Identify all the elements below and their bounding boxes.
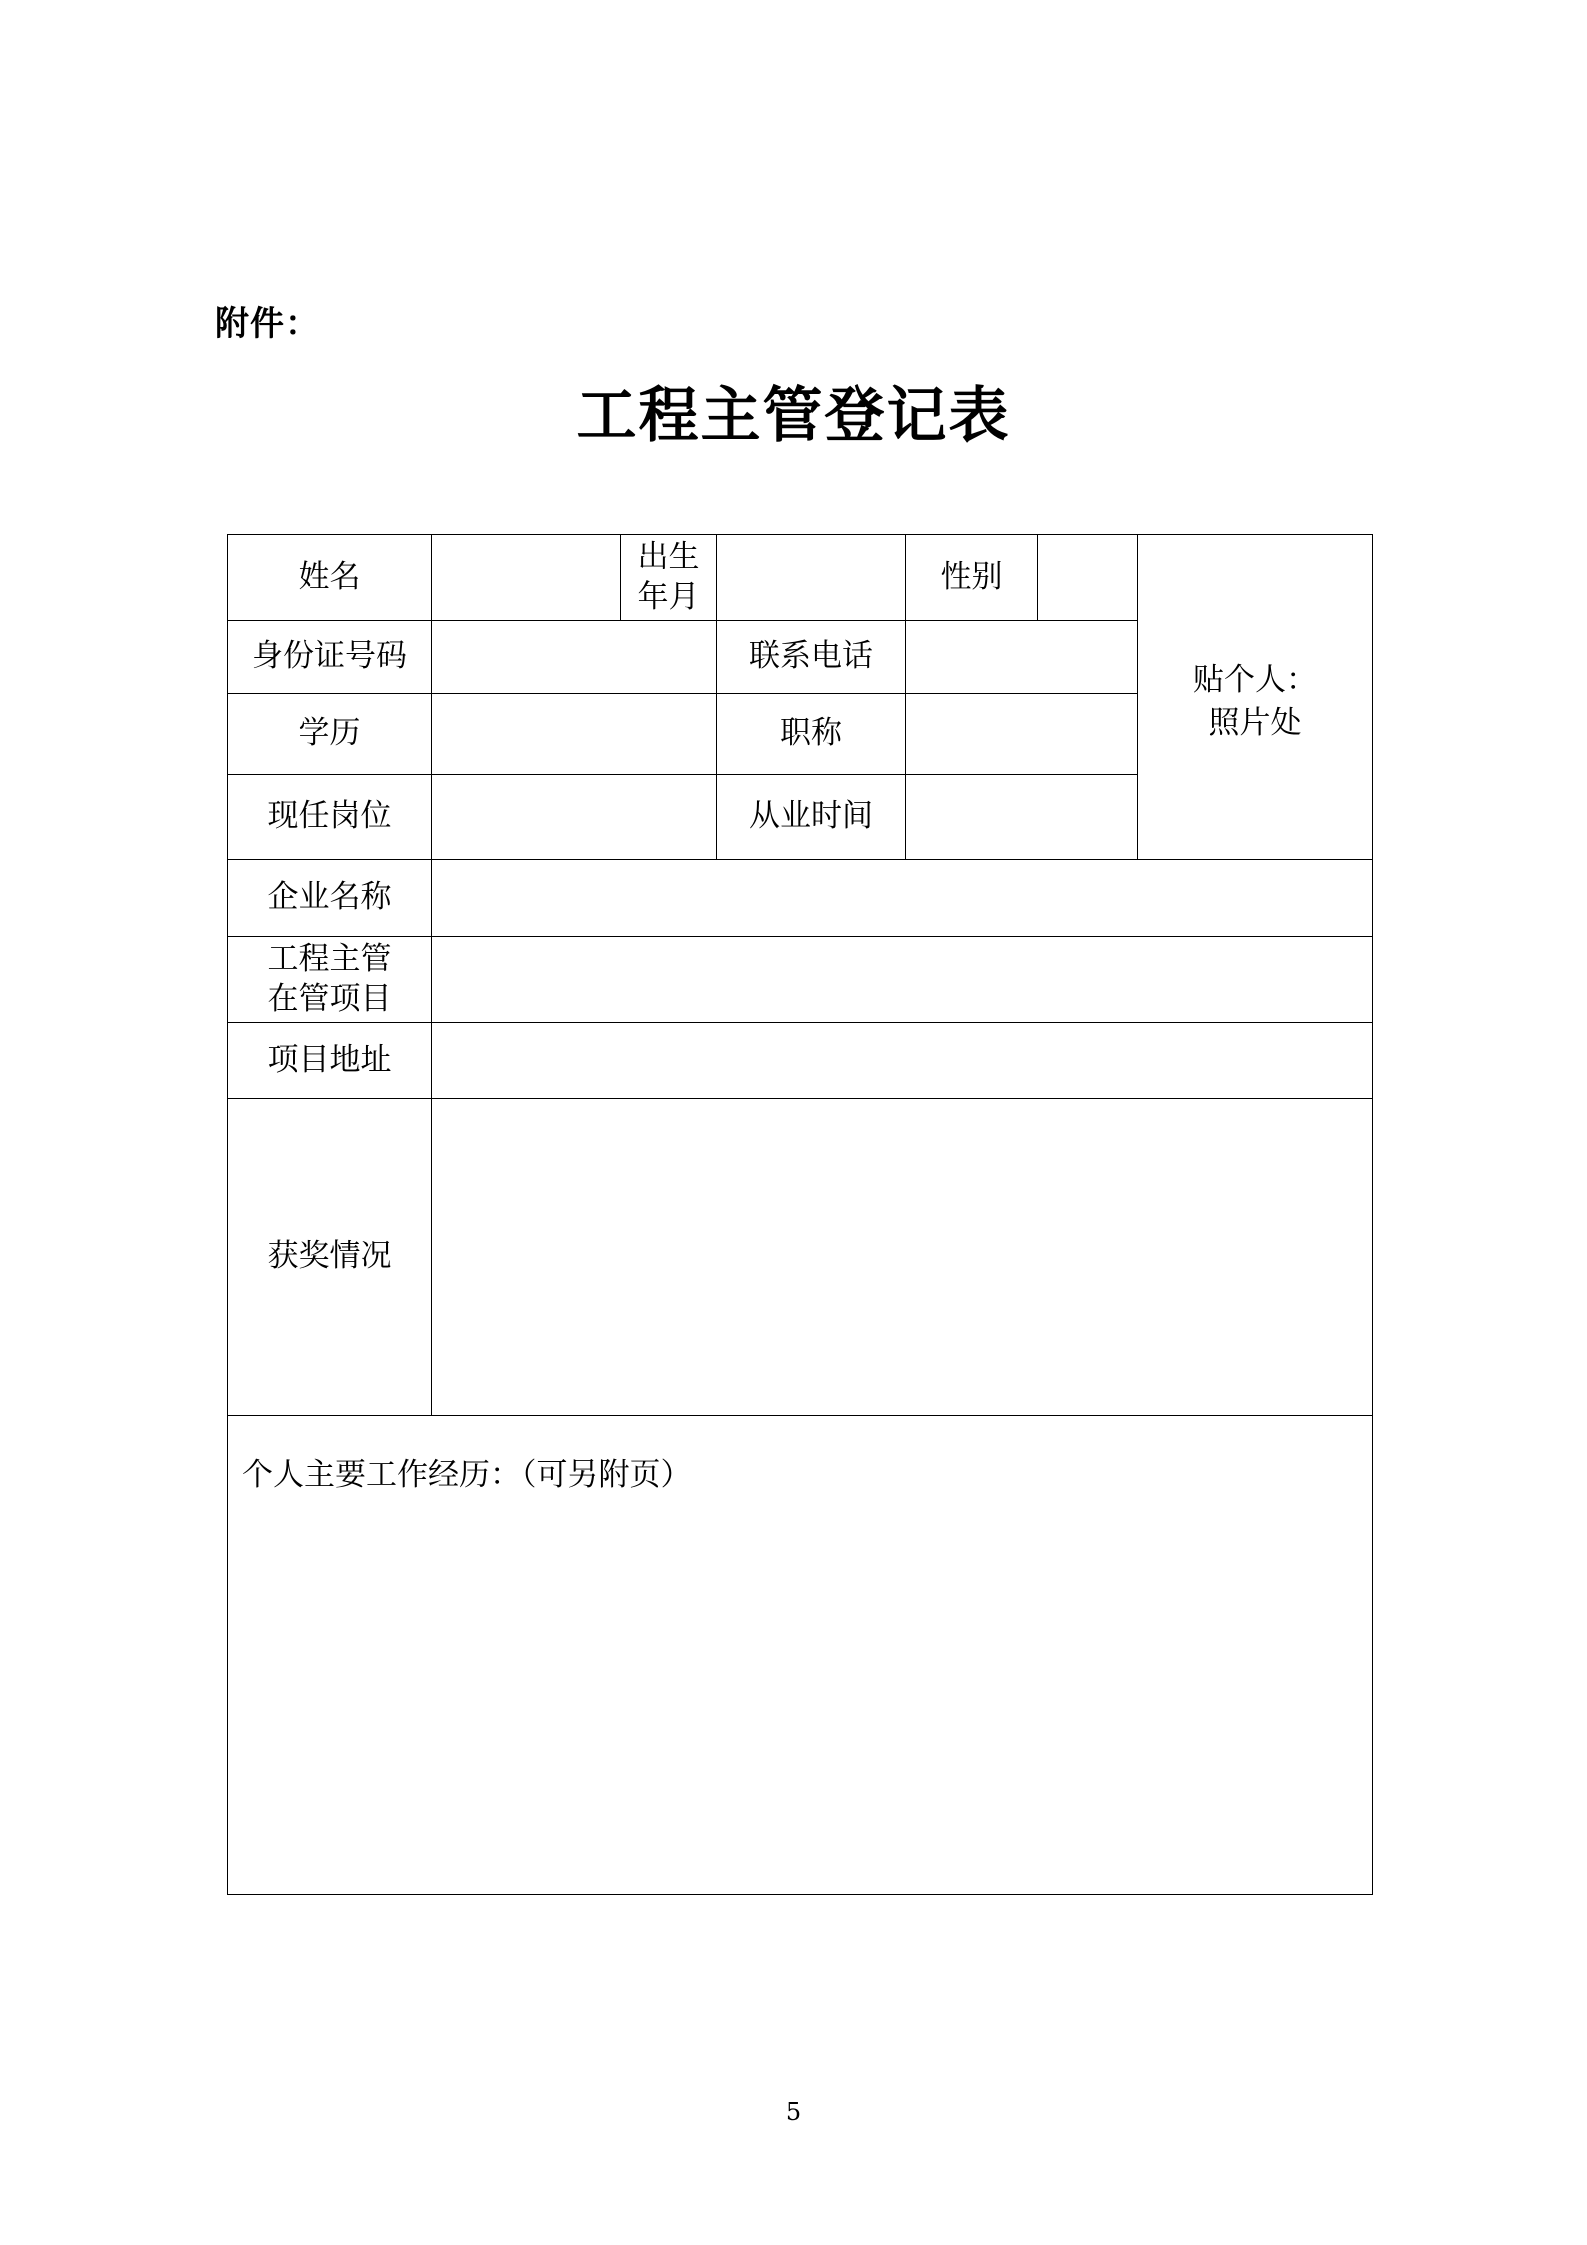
company-name-field[interactable] bbox=[432, 860, 1373, 937]
project-address-label: 项目地址 bbox=[228, 1023, 432, 1099]
photo-placeholder-line2: 照片处 bbox=[1208, 705, 1302, 741]
phone-field[interactable] bbox=[906, 621, 1138, 694]
gender-label: 性别 bbox=[906, 535, 1038, 621]
gender-field[interactable] bbox=[1038, 535, 1138, 621]
name-label: 姓名 bbox=[228, 535, 432, 621]
annex-label: 附件： bbox=[215, 304, 320, 344]
company-name-label: 企业名称 bbox=[228, 860, 432, 937]
id-number-label: 身份证号码 bbox=[228, 621, 432, 694]
work-experience-label: 个人主要工作经历：（可另附页） bbox=[242, 1457, 692, 1493]
birth-date-label-line1: 出生 bbox=[637, 538, 700, 575]
education-label: 学历 bbox=[228, 694, 432, 775]
registration-form-table bbox=[227, 534, 1373, 1895]
current-position-field[interactable] bbox=[432, 775, 717, 860]
awards-field[interactable] bbox=[432, 1099, 1373, 1416]
birth-date-label-line2: 年月 bbox=[637, 578, 700, 615]
photo-placeholder-line1: 贴个人： bbox=[1193, 661, 1317, 698]
photo-placeholder[interactable] bbox=[1138, 535, 1373, 860]
awards-label: 获奖情况 bbox=[228, 1099, 432, 1416]
page-number: 5 bbox=[785, 2098, 802, 2126]
education-field[interactable] bbox=[432, 694, 717, 775]
name-field[interactable] bbox=[432, 535, 621, 621]
id-number-field[interactable] bbox=[432, 621, 717, 694]
professional-title-field[interactable] bbox=[906, 694, 1138, 775]
current-position-label: 现任岗位 bbox=[228, 775, 432, 860]
managed-projects-label-line1: 工程主管 bbox=[267, 940, 392, 977]
years-in-industry-label: 从业时间 bbox=[717, 775, 906, 860]
form-title: 工程主管登记表 bbox=[576, 381, 1011, 451]
managed-projects-field[interactable] bbox=[432, 937, 1373, 1023]
project-address-field[interactable] bbox=[432, 1023, 1373, 1099]
managed-projects-label bbox=[228, 937, 432, 1023]
years-in-industry-field[interactable] bbox=[906, 775, 1138, 860]
managed-projects-label-line2: 在管项目 bbox=[267, 980, 392, 1017]
phone-label: 联系电话 bbox=[717, 621, 906, 694]
work-experience-field[interactable] bbox=[228, 1416, 1373, 1895]
birth-date-label bbox=[621, 535, 717, 621]
birth-date-field[interactable] bbox=[717, 535, 906, 621]
professional-title-label: 职称 bbox=[717, 694, 906, 775]
